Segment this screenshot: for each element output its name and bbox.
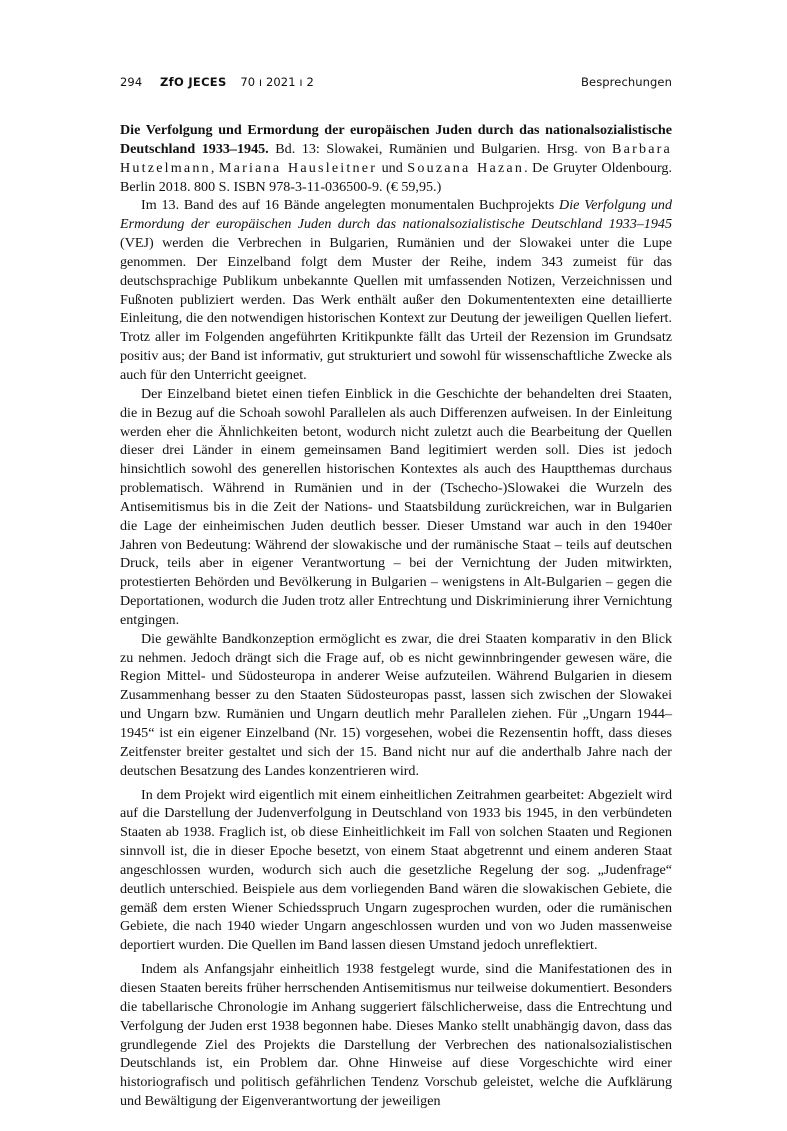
paragraph: In dem Projekt wird eigentlich mit einem einheitlichen Zeitrahmen gearbeitet: Abgezielt wird auf die Darstellung der Judenverfolgung in Deutschland von 1933 bis 1945, in den verbündeten Staaten ab 1938. Fraglich ist, ob diese Einheitlichkeit im Fall von solchen Staaten und Regionen sinnvoll ist, die in dieser Epoche besetzt, von einem Staat abgetrennt und einem anderen Staat angeschlossen wurden, wodurch sich auch die gesetzliche Regelung der sog. „Judenfrage“ deutlich unterschied. Beispiele aus dem vorliegenden Band wären die slowakischen Gebiete, die gemäß dem ersten Wiener Schiedsspruch Ungarn zugesprochen wurden, oder die rumänischen Gebiete, die nach 1940 wieder Ungarn angeschlossen wurden und von wo Juden massenweise deportiert wurden. Die Quellen im Band lassen diesen Umstand jedoch unreflektiert. <box>120 786 672 954</box>
review-citation <box>120 121 672 196</box>
paragraph <box>120 196 672 384</box>
page-number: 294 <box>120 75 143 89</box>
paragraph-text: Im 13. Band des auf 16 Bände angelegten monumentalen Buchprojekts <box>141 197 560 214</box>
editor-name: Barbara Hutzelmann <box>120 140 673 176</box>
section-name: Besprechungen <box>581 75 672 89</box>
volume-issue: 70 ı 2021 ı 2 <box>240 75 314 89</box>
publication-info: . De Gruyter Oldenbourg. Berlin 2018. 800 S. ISBN 978-3-11-036500-9. (€ 59,95.) <box>120 159 672 195</box>
running-head <box>120 73 672 91</box>
paragraph-text: (VEJ) werden die Verbrechen in Bulgarien, Rumänien und der Slowakei unter die Lupe genommen. Der Einzelband folgt dem Muster der Reihe, indem 343 zumeist für das deutschsprachige Publikum unbekannte Quellen mit umfassenden Notizen, Verzeichnissen und Fußnoten publiziert werden. Das Werk enthält außer den Dokumententexten eine detaillierte Einleitung, die den notwendigen historischen Kontext zur Deutung der jeweiligen Quellen liefert. Trotz aller im Folgenden angeführten Kritikpunkte fällt das Urteil der Rezension im Grundsatz positiv aus; der Band ist informativ, gut strukturiert und sowohl für wissenschaftliche Zwecke als auch für den Unterricht geeignet. <box>120 235 672 383</box>
series-title: Die Verfolgung und Ermordung der europäischen Juden durch das nationalsozialistische Deutschland 1933–1945 <box>120 197 673 233</box>
paragraph: Die gewählte Bandkonzeption ermöglicht es zwar, die drei Staaten komparativ in den Blick zu nehmen. Jedoch drängt sich die Frage auf, ob es nicht gewinnbringender gewesen wäre, die Region Mittel- und Südosteuropa in anderer Weise aufzuteilen. Während Bulgarien in diesem Zusammenhang besser zu den Staaten Südosteuropas passt, lassen sich zwischen der Slowakei und Ungarn bzw. Rumänien und Ungarn deutlich mehr Parallelen ziehen. Für „Ungarn 1944–1945“ ist ein eigener Einzelband (Nr. 15) vorgesehen, wobei die Rezensentin hofft, dass dieses Zeitfenster breiter gestaltet und sich der 15. Band nicht nur auf die anderthalb Jahre nach der deutschen Besatzung des Landes konzentrieren wird. <box>120 630 672 779</box>
running-head-left <box>120 75 328 89</box>
article-body <box>120 121 672 1111</box>
paragraph: Der Einzelband bietet einen tiefen Einblick in die Geschichte der behandelten drei Staaten, die in Bezug auf die Schoah sowohl Parallelen als auch Differenzen aufweisen. In der Einleitung werden eher die Ähnlichkeiten betont, wodurch nicht zuletzt auch die Bearbeitung der Quellen dieser drei Länder in einem gemeinsamen Band legitimiert werden soll. Dies ist jedoch hinsichtlich sowohl des generellen historischen Kontextes als auch des Hauptthemas durchaus problematisch. Während in Rumänien und in der (Tschecho-)Slowakei die Wurzeln des Antisemitismus bis in die Zeit der Nations- und Staatsbildung zurückreichen, war in Bulgarien die Lage der einheimischen Juden deutlich besser. Dieser Umstand war auch in den 1940er Jahren von Bedeutung: Während der slowakische und der rumänische Staat – teils auf deutschen Druck, teils aber in eigener Verantwortung – bei der Vernichtung der Juden mitwirkten, protestierten Behörden und Bevölkerung in Bulgarien – wenigstens in Alt-Bulgarien – gegen die Deportationen, wodurch die Juden trotz aller Entrechtung und Diskriminierung ihrer Vernichtung entgingen. <box>120 385 672 628</box>
journal-name: ZfO JECES <box>160 75 227 89</box>
editor-name: Souzana Hazan <box>407 159 525 176</box>
book-title: Die Verfolgung und Ermordung der europäischen Juden durch das nationalsozialistische Deutschland 1933–1945. <box>120 122 672 157</box>
volume-info: Bd. 13: Slowakei, Rumänien und Bulgarien. Hrsg. von <box>275 140 606 157</box>
editor-separator: und <box>377 159 408 176</box>
paragraph: Indem als Anfangsjahr einheitlich 1938 festgelegt wurde, sind die Manifestationen des in diesen Staaten bereits früher herrschenden Antisemitismus nur teilweise dokumentiert. Besonders die tabellarische Chronologie im Anhang suggeriert fälschlicherweise, dass die Entrechtung und Verfolgung der Juden erst 1938 begonnen habe. Dieses Manko stellt unabhängig davon, dass das grundlegende Ziel des Projekts die Darstellung der Verbrechen des nationalsozialistischen Deutschlands ist, ein Problem dar. Ohne Hinweise auf diese Vorgeschichte wird einer historiografisch und politisch gefährlichen Tendenz Vorschub geleistet, welche die Aufklärung und Bewältigung der Eigenverantwortung der jeweiligen <box>120 961 672 1110</box>
editor-name: Mariana Hausleitner <box>218 159 378 176</box>
editor-separator: , <box>210 159 219 176</box>
